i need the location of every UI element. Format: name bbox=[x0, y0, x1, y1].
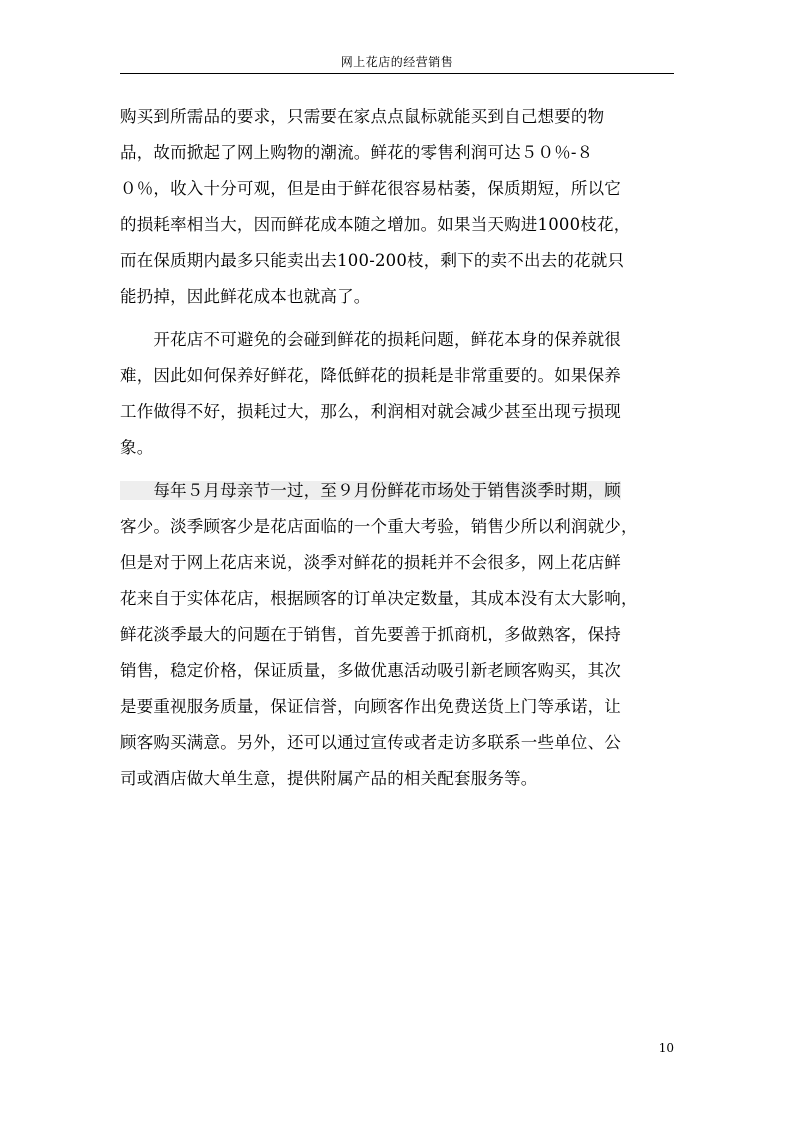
text-line: 购买到所需品的要求，只需要在家点点鼠标就能买到自己想要的物 bbox=[120, 107, 605, 126]
text-line bbox=[120, 473, 680, 509]
page-number: 10 bbox=[658, 1041, 674, 1055]
text-line: 但是对于网上花店来说，淡季对鲜花的损耗并不会很多，网上花店鲜 bbox=[120, 553, 621, 572]
text-line: 是要重视服务质量，保证信誉，向顾客作出免费送货上门等承诺，让 bbox=[120, 697, 621, 716]
text-line: 销售，稳定价格，保证质量，多做优惠活动吸引新老顾客购买，其次 bbox=[120, 661, 621, 680]
text-line: 客少。淡季顾客少是花店面临的一个重大考验，销售少所以利润就少， bbox=[120, 517, 638, 536]
text-line: 顾客购买满意。另外，还可以通过宣传或者走访多联系一些单位、公 bbox=[120, 733, 621, 752]
paragraph-off-season bbox=[120, 473, 680, 797]
text-line: 能扔掉，因此鲜花成本也就高了。 bbox=[120, 287, 371, 306]
running-header-title: 网上花店的经营销售 bbox=[340, 55, 454, 69]
text-line: 品，故而掀起了网上购物的潮流。鲜花的零售利润可达５０％-８ bbox=[120, 143, 594, 162]
text-line: 难，因此如何保养好鲜花，降低鲜花的损耗是非常重要的。如果保养 bbox=[120, 366, 621, 385]
text-line: 花来自于实体花店，根据顾客的订单决定数量，其成本没有太大影响， bbox=[120, 589, 638, 608]
header-rule bbox=[120, 73, 674, 74]
text-line: 而在保质期内最多只能卖出去100-200枝，剩下的卖不出去的花就只 bbox=[120, 251, 625, 270]
text-line: 司或酒店做大单生意，提供附属产品的相关配套服务等。 bbox=[120, 769, 538, 788]
text-line: 工作做得不好，损耗过大，那么，利润相对就会减少甚至出现亏损现 bbox=[120, 402, 621, 421]
highlighted-line-text: 每年５月母亲节一过，至９月份鲜花市场处于销售淡季时期，顾 bbox=[120, 481, 621, 500]
text-line: 鲜花淡季最大的问题在于销售，首先要善于抓商机，多做熟客，保持 bbox=[120, 625, 621, 644]
text-line: 开花店不可避免的会碰到鲜花的损耗问题，鲜花本身的保养就很 bbox=[120, 330, 621, 349]
text-line: ０％，收入十分可观，但是由于鲜花很容易枯萎，保质期短，所以它 bbox=[120, 179, 621, 198]
body-text bbox=[120, 99, 680, 804]
text-line: 的损耗率相当大，因而鲜花成本随之增加。如果当天购进1000枝花， bbox=[120, 215, 631, 234]
paragraph-flower-loss bbox=[120, 322, 680, 466]
text-line: 象。 bbox=[120, 438, 154, 457]
paragraph-cost-of-flowers bbox=[120, 99, 680, 315]
